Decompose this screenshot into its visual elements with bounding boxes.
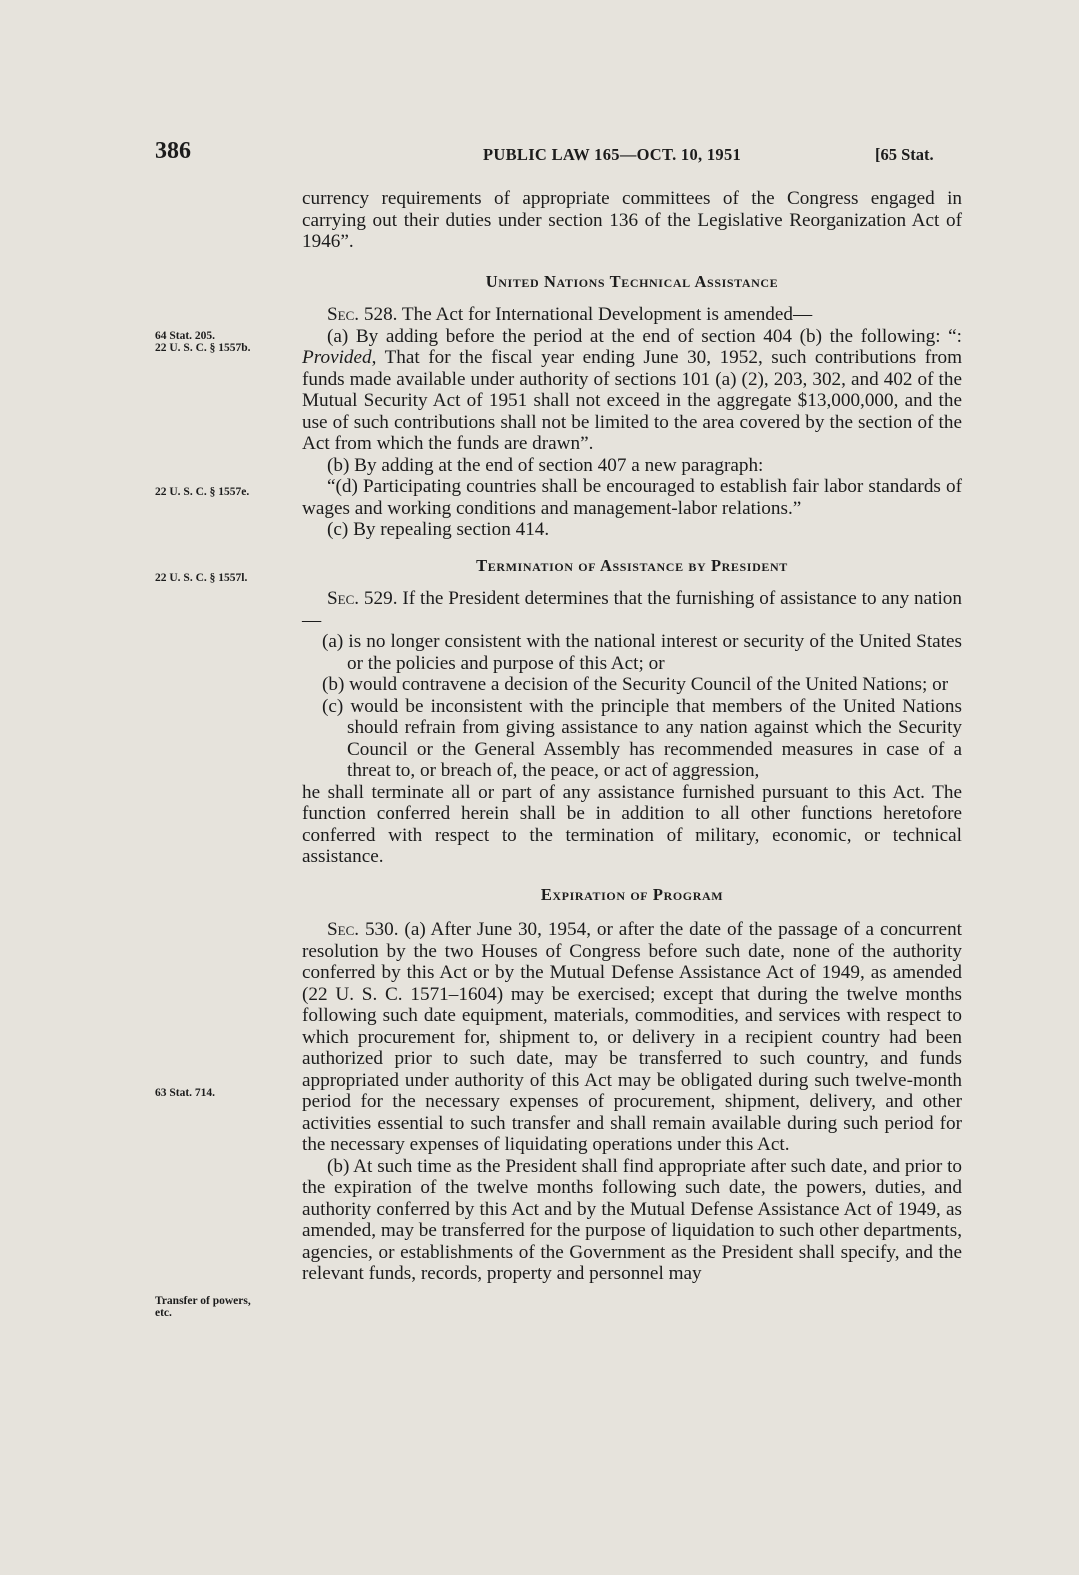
section-label: Sec. 529. (327, 588, 398, 609)
volume-reference: [65 Stat. (875, 145, 934, 164)
heading-technical-assistance: United Nations Technical Assistance (485, 271, 779, 291)
section-text: If the President determines that the furnishing of assistance to any nation— (302, 588, 962, 631)
section-text: The Act for International Development is amended— (397, 304, 813, 325)
heading-expiration: Expiration of Program (540, 884, 724, 904)
sec-529-conclusion: he shall terminate all or part of any assistance furnished pursuant to this Act. The function conferred herein shall be in addition to all other functions heretofore conferred with respect to the termination of military, economic, or technical assistance. (302, 781, 962, 867)
running-head: PUBLIC LAW 165—OCT. 10, 1951 (483, 145, 742, 164)
sec-528-b: (b) By adding at the end of section 407 a new paragraph: (327, 454, 764, 476)
sec-528-intro (302, 304, 962, 326)
sec-528-a (302, 326, 962, 455)
clause-text: (a) By adding before the period at the end of section 404 (b) the following: “: (327, 325, 962, 347)
margin-note-1557e: 22 U. S. C. § 1557e. (155, 486, 250, 498)
margin-note-line: 22 U. S. C. § 1557b. (155, 342, 251, 354)
section-label: Sec. 530. (327, 919, 399, 940)
section-label: Sec. 528. (327, 304, 398, 325)
section-text: (a) After June 30, 1954, or after the date of the passage of a concurrent resolution by the two Houses of Congress before such date, none of the authority conferred by this Act or by the Mutual Defense Assistance Act of 1949, as amended (22 U. S. C. 1571–1604) may be exercised; except that during the twelve months following such date equipment, materials, commodities, and services with respect to which procurement for, shipment to, or delivery in a recipient country had been authorized prior to such date, may be transferred to such country, and funds appropriated under authority of this Act may be obligated during such twelve-month period for the necessary expenses of procurement, shipment, delivery, and other activities essential to such transfer and shall remain available during such period for the necessary expenses of liquidating operations under this Act. (302, 919, 962, 1155)
page-number: 386 (155, 138, 191, 164)
sec-530-a (302, 919, 962, 1156)
intro-paragraph: currency requirements of appropriate committees of the Congress engaged in carrying out their duties under section 136 of the Legislative Reorganization Act of 1946”. (302, 188, 962, 252)
sec-529-a: (a) is no longer consistent with the national interest or security of the United States or the policies and purpose of this Act; or (322, 631, 962, 674)
margin-note-transfer (155, 1295, 251, 1319)
margin-note-line: Transfer of powers, (155, 1295, 251, 1307)
sec-529-intro (302, 588, 962, 631)
margin-note-line: etc. (155, 1307, 172, 1319)
sec-528-b-quote: “(d) Participating countries shall be encouraged to establish fair labor standards of wages and working conditions and management-labor relations.” (302, 476, 962, 519)
sec-529-b: (b) would contravene a decision of the Security Council of the United Nations; or (322, 674, 949, 695)
margin-note-64-stat (155, 330, 251, 354)
margin-note-1557l: 22 U. S. C. § 1557l. (155, 572, 248, 584)
clause-text: , That for the fiscal year ending June 30, 1952, such contributions from funds made available under authority of sections 101 (a) (2), 203, 302, and 402 of the Mutual Security Act of 1951 shall not exceed in the aggregate $13,000,000, and the use of such contributions shall not be limited to the area covered by the section of the Act from which the funds are drawn”. (302, 347, 962, 454)
sec-530-b: (b) At such time as the President shall find appropriate after such date, and prior to the expiration of the twelve months following such date, the powers, duties, and authority conferred by this Act and by the Mutual Defense Assistance Act of 1949, as amended, may be transferred for the purpose of liquidation to such other departments, agencies, or establishments of the Government as the President shall specify, and the relevant funds, records, property and personnel may (302, 1155, 962, 1284)
margin-note-63-stat: 63 Stat. 714. (155, 1087, 216, 1099)
provided-keyword: Provided (302, 347, 372, 368)
heading-termination: Termination of Assistance by President (476, 555, 788, 575)
margin-note-line: 64 Stat. 205. (155, 330, 216, 342)
sec-528-c: (c) By repealing section 414. (327, 519, 550, 540)
body-text (302, 188, 962, 1285)
sec-529-c: (c) would be inconsistent with the principle that members of the United Nations should refrain from giving assistance to any nation against which the Security Council or the General Assembly has recommended measures in case of a threat to, or breach of, the peace, or act of aggression, (322, 695, 962, 781)
